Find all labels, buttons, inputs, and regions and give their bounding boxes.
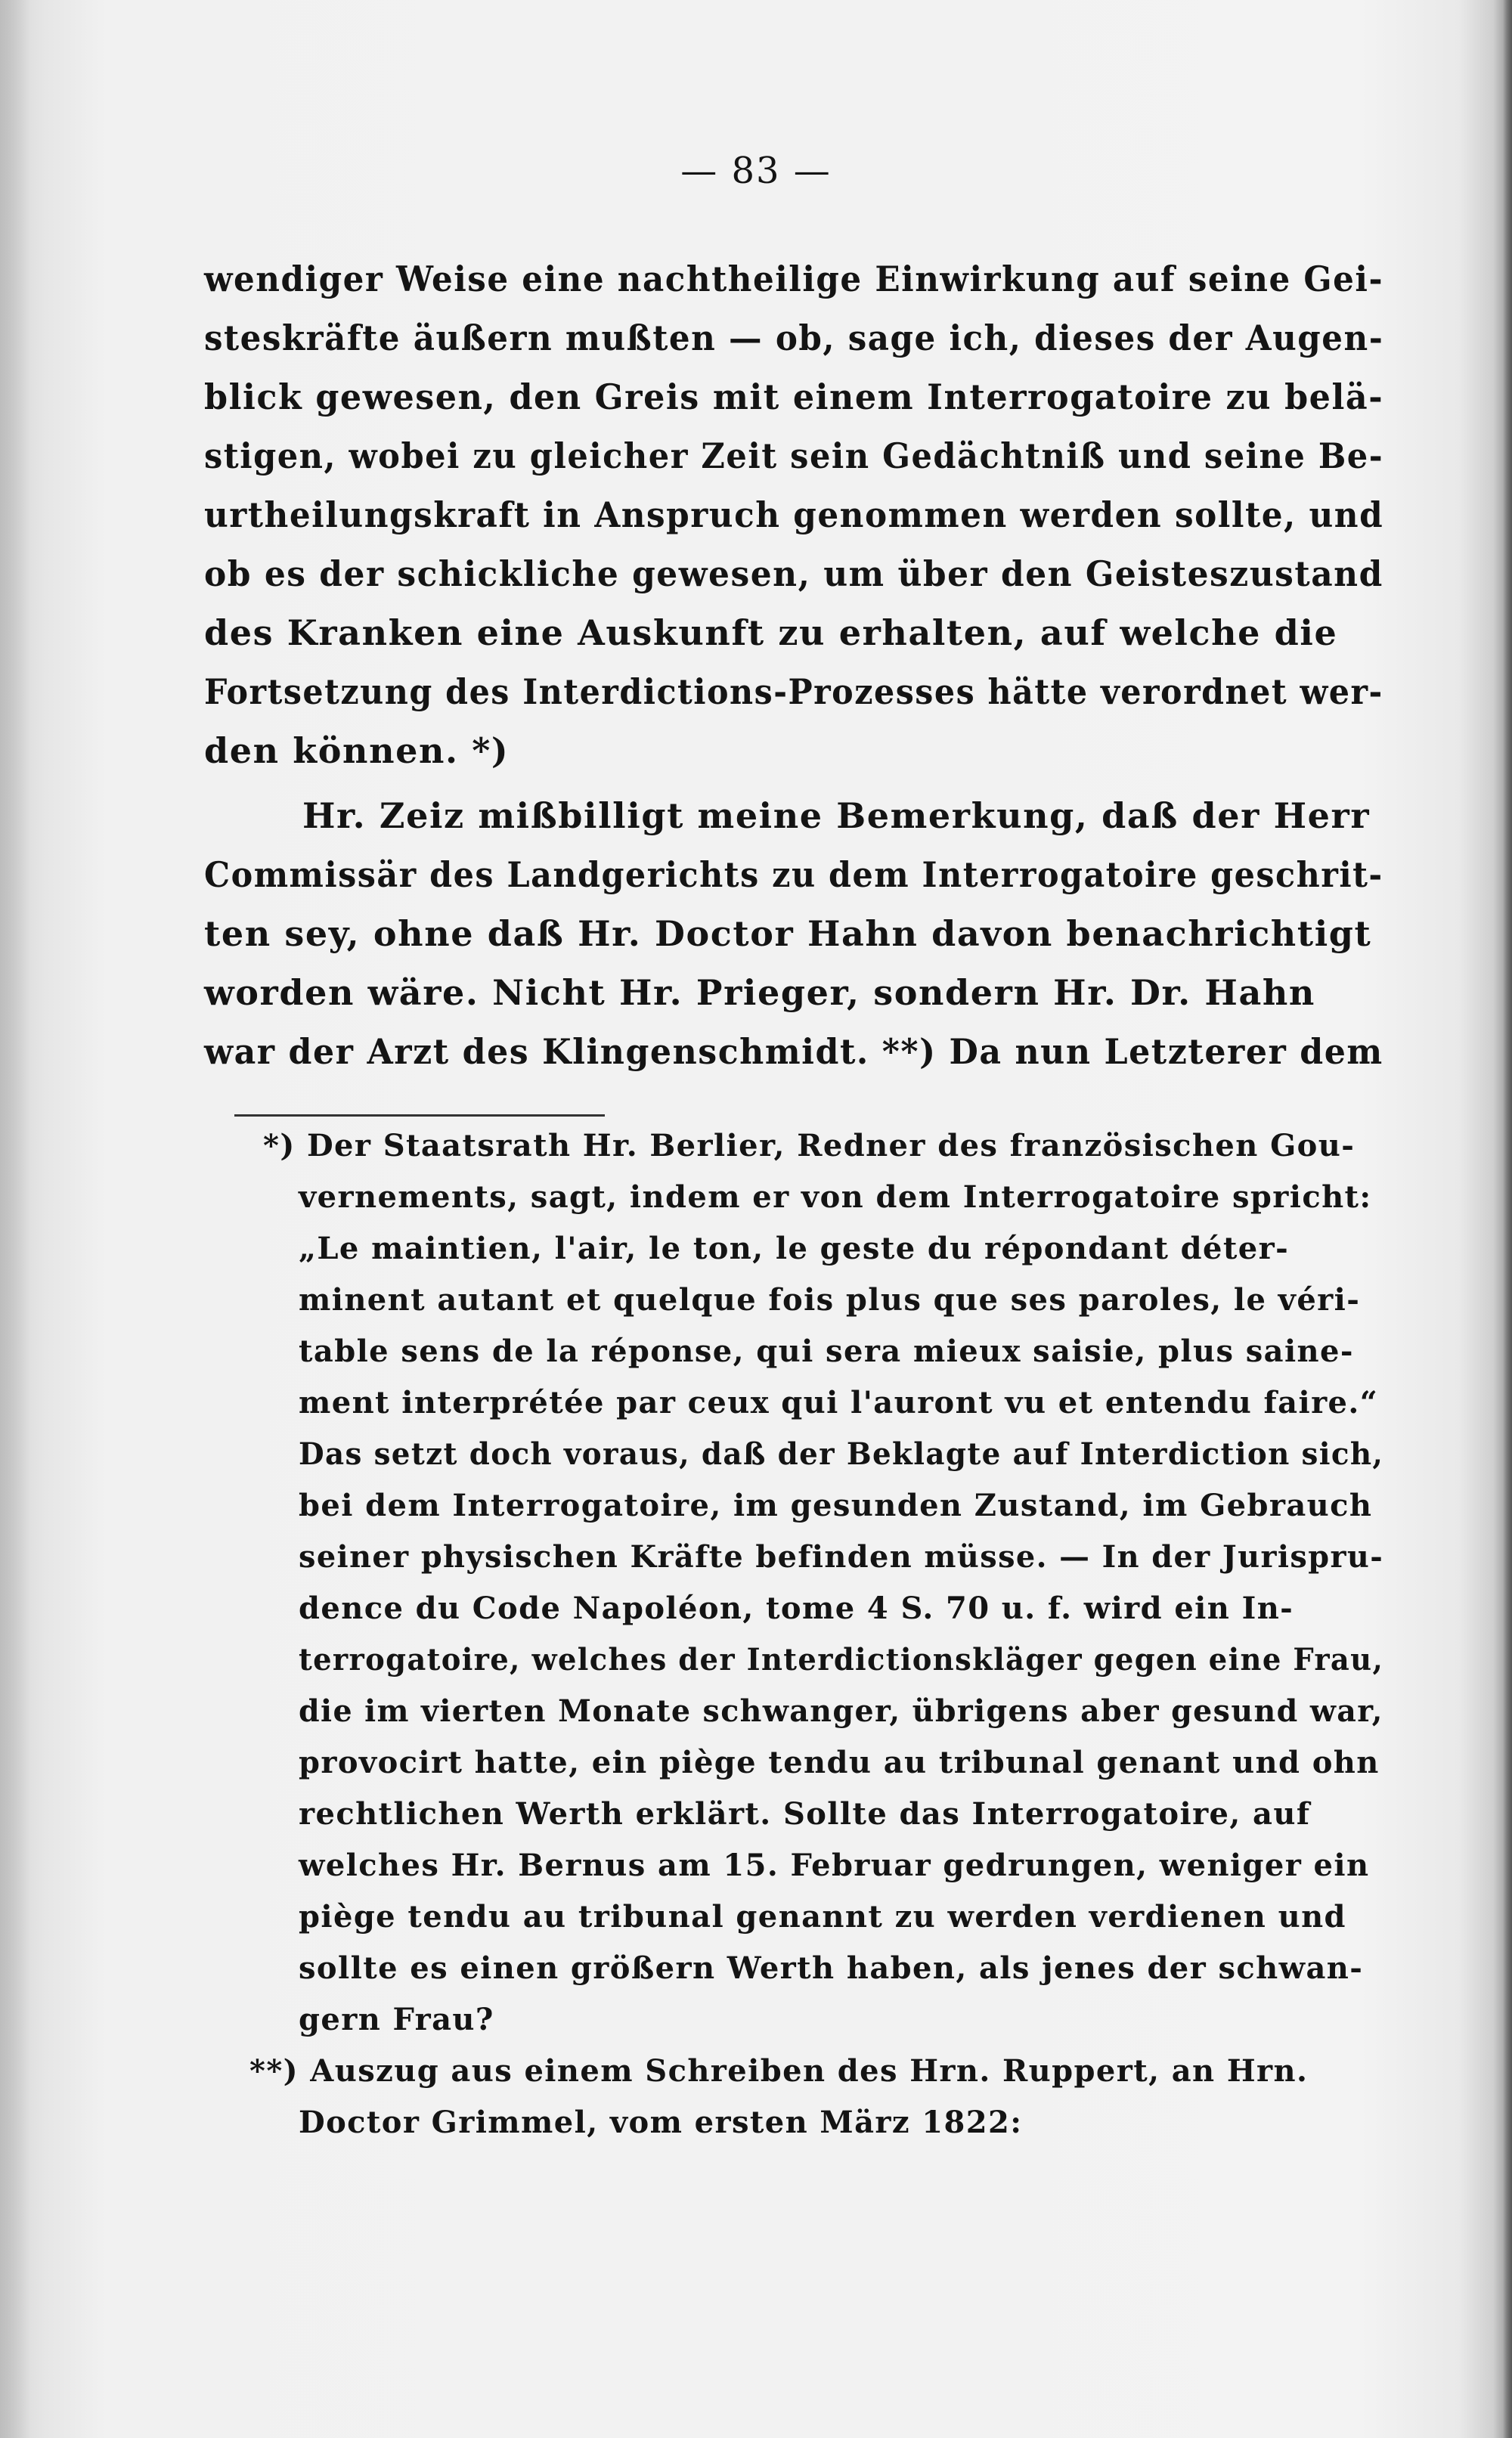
footnote-line: vernements, sagt, indem er von dem Interrogatoire spricht: [299,1179,1372,1215]
footnote-line: *) Der Staatsrath Hr. Berlier, Redner des französischen Gou- [263,1128,1356,1163]
body-line: den können. *) [204,730,510,771]
footnote-line: Doctor Grimmel, vom ersten März 1822: [299,2105,1023,2140]
body-line: des Kranken eine Auskunft zu erhalten, auf welche die [204,612,1338,653]
footnote-line: seiner physischen Kräfte befinden müsse. — In der Jurispru- [299,1539,1384,1575]
footnote-line: piège tendu au tribunal genannt zu werden verdienen und [299,1899,1346,1935]
paragraph-first-line: Hr. Zeiz mißbilligt meine Bemerkung, daß der Herr [302,795,1371,836]
footnote-line: table sens de la réponse, qui sera mieux saisie, plus saine- [299,1334,1354,1369]
footnote-line: welches Hr. Bernus am 15. Februar gedrungen, weniger ein [299,1848,1370,1883]
body-line: ten sey, ohne daß Hr. Doctor Hahn davon benachrichtigt [204,913,1372,954]
footnote-line: provocirt hatte, ein piège tendu au tribunal genant und ohn [299,1745,1380,1780]
body-line: war der Arzt des Klingenschmidt. **) Da nun Letzterer dem [204,1031,1383,1072]
body-line: wendiger Weise eine nachtheilige Einwirkung auf seine Gei- [204,259,1384,299]
footnote-line: „Le maintien, l'air, le ton, le geste du répondant déter- [299,1231,1290,1266]
footnote-separator [234,1114,605,1117]
footnote-line: dence du Code Napoléon, tome 4 S. 70 u. f. wird ein In- [299,1591,1294,1626]
footnote-line: die im vierten Monate schwanger, übrigens aber gesund war, [299,1693,1383,1729]
page-number: — 83 — [680,150,832,192]
body-line: worden wäre. Nicht Hr. Prieger, sondern Hr. Dr. Hahn [204,972,1315,1013]
body-line: steskräfte äußern mußten — ob, sage ich, dieses der Augen- [204,318,1384,358]
body-line: stigen, wobei zu gleicher Zeit sein Gedächtniß und seine Be- [204,435,1384,476]
binding-shadow [0,0,30,2438]
body-line: blick gewesen, den Greis mit einem Interrogatoire zu belä- [204,376,1384,417]
footnote-line: **) Auszug aus einem Schreiben des Hrn. Ruppert, an Hrn. [249,2053,1309,2089]
page-edge [1503,0,1512,2438]
body-line: Fortsetzung des Interdictions-Prozesses hätte verordnet wer- [204,671,1383,712]
footnote-line: rechtlichen Werth erklärt. Sollte das Interrogatoire, auf [299,1796,1311,1832]
footnote-line: ment interprétée par ceux qui l'auront vu et entendu faire.“ [299,1385,1379,1420]
footnote-line: terrogatoire, welches der Interdictionskläger gegen eine Frau, [299,1642,1384,1677]
body-line: Commissär des Landgerichts zu dem Interrogatoire geschrit- [204,854,1383,895]
body-line: ob es der schickliche gewesen, um über den Geisteszustand [204,553,1383,594]
footnote-line: gern Frau? [299,2002,494,2037]
footnote-line: minent autant et quelque fois plus que ses paroles, le véri- [299,1282,1361,1318]
footnote-line: sollte es einen größern Werth haben, als jenes der schwan- [299,1950,1364,1986]
body-line: urtheilungskraft in Anspruch genommen werden sollte, und [204,494,1384,535]
footnote-line: Das setzt doch voraus, daß der Beklagte auf Interdiction sich, [299,1436,1384,1472]
footnote-line: bei dem Interrogatoire, im gesunden Zustand, im Gebrauch [299,1488,1373,1523]
